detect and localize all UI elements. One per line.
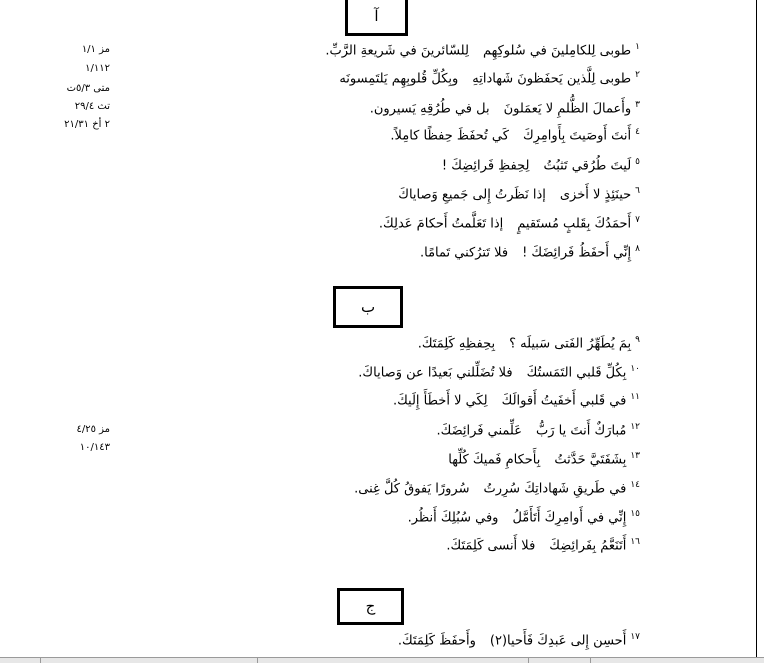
- verse-second-half: لِكَي لا أَخطَأَ إِلَيكَ.: [392, 393, 488, 409]
- verse-first-half: أَحسِن إِلى عَبدِكَ فَأَحيا(٢): [489, 633, 627, 649]
- verse-line: [437, 418, 640, 440]
- verse-line: [398, 182, 640, 204]
- margin-reference: ١٠/١٤٣: [79, 442, 110, 453]
- verse-line: [393, 388, 640, 410]
- section-label: ج: [365, 597, 376, 615]
- verse-line: [442, 153, 640, 175]
- margin-reference: ٢ أخ ٢١/٣١: [64, 119, 110, 130]
- verse-number: ٤: [635, 127, 640, 137]
- verse-second-half: بِحِفظِهِ كَلِمَتَكَ.: [417, 336, 496, 352]
- verse-number: ١٥: [630, 509, 640, 519]
- verse-line: [370, 96, 640, 118]
- verse-first-half: في طَريقِ شَهاداتِكَ سُرِرتُ: [483, 481, 627, 497]
- verse-first-half: في قَلبي أَخفَيتُ أَقوالَكَ: [501, 393, 627, 409]
- verse-second-half: وفي سُبُلِكَ أَنظُر.: [407, 510, 499, 526]
- verse-line: [398, 628, 640, 650]
- verse-first-half: طوبى لِلَّذين يَحفَظونَ شَهاداتِهِ: [472, 71, 632, 87]
- verse-second-half: إذا تَعَلَّمتُ أَحكامَ عَدلِكَ.: [378, 216, 504, 232]
- verse-second-half: سُرورًا يَفوقُ كُلَّ غِنى.: [354, 481, 470, 497]
- strip-divider: [528, 658, 529, 663]
- verse-number: ١٢: [630, 422, 640, 432]
- verse-number: ١١: [630, 392, 640, 402]
- margin-reference: مز ٤/٢٥: [76, 424, 110, 435]
- verse-number: ٦: [635, 186, 640, 196]
- section-label: آ: [374, 7, 379, 25]
- verse-second-half: كَي تُحفَظَ حِفظًا كامِلاً.: [390, 128, 509, 144]
- section-label: ب: [360, 297, 376, 316]
- verse-first-half: بِشَفَتَيَّ حَدَّثتُ: [554, 452, 627, 468]
- verse-first-half: مُبارَكٌ أَنتَ يا رَبُّ: [536, 423, 627, 439]
- verse-first-half: بِمَ يُطَهِّرُ الفَتى سَبيلَه ؟: [509, 336, 632, 352]
- verse-line: [446, 533, 640, 555]
- bottom-scroll-strip: [0, 657, 764, 663]
- verse-number: ٩: [635, 335, 640, 345]
- margin-reference: ١/١١٢: [85, 63, 110, 74]
- verse-line: [420, 240, 640, 262]
- verse-number: ١٠: [630, 364, 640, 374]
- verse-line: [354, 476, 640, 498]
- verse-first-half: أَحمَدُكَ بِقَلبٍ مُستَقيمٍ: [517, 216, 632, 232]
- verse-second-half: فلا تُضَلِّلني بَعيدًا عن وَصاياكَ.: [358, 365, 513, 381]
- verse-second-half: عَلِّمني فَرائِضَكَ.: [436, 423, 522, 439]
- verse-first-half: أَنتَ أَوصَيتَ بِأَوامِرِكَ: [522, 128, 632, 144]
- strip-divider: [590, 658, 591, 663]
- verse-first-half: إِنِّي أَحفَظُ فَرائِضَكَ !: [522, 245, 632, 261]
- verse-number: ٣: [635, 100, 640, 110]
- verse-line: [408, 505, 640, 527]
- margin-reference: تث ٢٩/٤: [74, 101, 110, 112]
- strip-divider: [257, 658, 258, 663]
- verse-first-half: وأَعمالَ الظُّلمِ لا يَعمَلونَ: [503, 101, 632, 117]
- verse-second-half: وأَحفَظَ كَلِمَتَكَ.: [397, 633, 476, 649]
- verse-number: ٧: [635, 215, 640, 225]
- verse-line: [390, 123, 640, 145]
- verse-second-half: لِحِفظِ فَرائِضِكَ !: [441, 158, 530, 174]
- section-heading-jeem: [337, 588, 404, 625]
- verse-first-half: إِنِّي في أَوامِرِكَ أَتَأَمَّلُ: [512, 510, 627, 526]
- verse-line: [418, 331, 640, 353]
- verse-second-half: بِأَحكامِ فَميكَ كُلِّها: [448, 452, 541, 468]
- verse-second-half: وبِكُلِّ قُلوبِهِم يَلتَمِسونَه: [339, 71, 459, 87]
- verse-line: [339, 66, 640, 88]
- verse-first-half: حينَئِذٍ لا أَخزى: [559, 187, 632, 203]
- verse-number: ١٣: [630, 451, 640, 461]
- margin-reference: مز ١/١: [81, 44, 110, 55]
- verse-number: ٢: [635, 70, 640, 80]
- verse-number: ١: [635, 42, 640, 52]
- verse-first-half: أَتَنَعَّمُ بِفَرائِضِكَ: [549, 538, 627, 554]
- strip-divider: [40, 658, 41, 663]
- page-edge-line: [756, 0, 757, 663]
- verse-first-half: بِكُلِّ قَلبي التَمَستُكَ: [526, 365, 627, 381]
- verse-second-half: بل في طُرُقِهِ يَسيرون.: [369, 101, 490, 117]
- section-heading-alef: [345, 0, 408, 36]
- verse-second-half: فلا تَترُكني تَمامًا.: [420, 245, 509, 261]
- verse-line: [379, 211, 640, 233]
- verse-number: ١٦: [630, 537, 640, 547]
- section-heading-beh: [333, 286, 403, 328]
- verse-second-half: إذا نَظَرتُ إِلى جَميعِ وَصاياكَ: [398, 187, 546, 203]
- verse-line: [325, 38, 640, 60]
- verse-line: [448, 447, 640, 469]
- verse-number: ١٤: [630, 480, 640, 490]
- verse-first-half: طوبى لِلكامِلينَ في سُلوكِهِم: [482, 43, 632, 59]
- verse-number: ٨: [635, 244, 640, 254]
- verse-second-half: فلا أَنسى كَلِمَتَكَ.: [446, 538, 536, 554]
- verse-first-half: لَيتَ طُرُقي تَثبُتُ: [543, 158, 632, 174]
- verse-number: ٥: [635, 157, 640, 167]
- verse-second-half: لِلسّائرينَ في شَريعةِ الرَّبِّ.: [325, 43, 469, 59]
- verse-line: [358, 360, 640, 382]
- margin-reference: متى ٥/٣ت: [66, 83, 110, 94]
- verse-number: ١٧: [630, 632, 640, 642]
